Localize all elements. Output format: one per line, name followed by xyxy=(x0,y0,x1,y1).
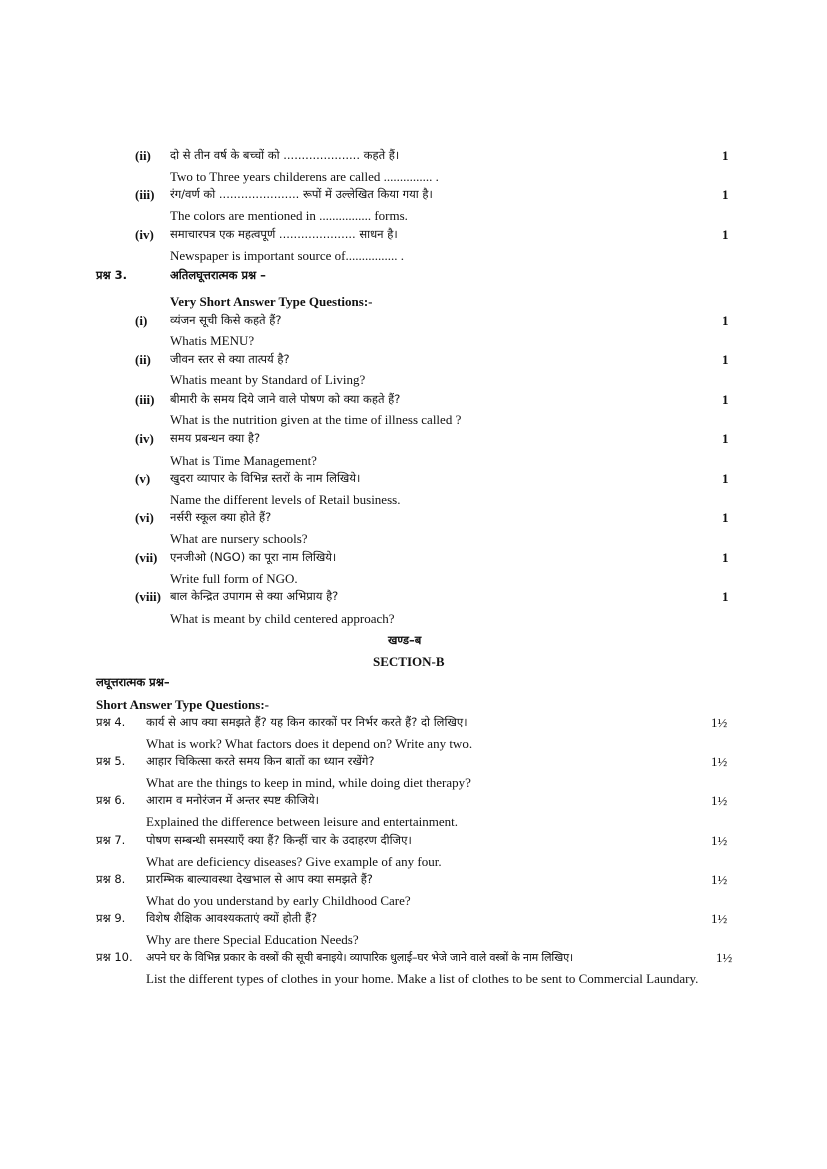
hindi-question: बीमारी के समय दिये जाने वाले पोषण को क्या कहते हैं? xyxy=(170,392,401,406)
english-question: Write full form of NGO. xyxy=(170,571,298,586)
item-number: (iii) xyxy=(135,187,155,202)
item-number: (i) xyxy=(135,313,148,328)
hindi-question: प्रारम्भिक बाल्यावस्था देखभाल से आप क्या समझते हैं? xyxy=(146,872,373,886)
section-title-hindi: खण्ड–ब xyxy=(388,633,422,647)
item-number: (iii) xyxy=(135,392,155,407)
hindi-question: जीवन स्तर से क्या तात्पर्य है? xyxy=(170,352,290,366)
english-question: What is Time Management? xyxy=(170,453,317,468)
question-label: प्रश्न 6. xyxy=(96,793,126,807)
hindi-section-heading: लघूत्तरात्मक प्रश्न– xyxy=(96,675,170,689)
hindi-question: आराम व मनोरंजन में अन्तर स्पष्ट कीजिये। xyxy=(146,793,320,807)
item-number: (iv) xyxy=(135,227,154,242)
hindi-question: नर्सरी स्कूल क्या होते हैं? xyxy=(170,510,272,524)
marks: 1½ xyxy=(711,911,728,926)
item-number: (ii) xyxy=(135,352,151,367)
question-label: प्रश्न 5. xyxy=(96,754,126,768)
item-number: (viii) xyxy=(135,589,161,604)
hindi-question: व्यंजन सूची किसे कहते हैं? xyxy=(170,313,282,327)
marks: 1 xyxy=(722,510,729,525)
item-number: (vi) xyxy=(135,510,154,525)
question-label: प्रश्न 8. xyxy=(96,872,126,886)
hindi-question: समय प्रबन्धन क्या है? xyxy=(170,431,261,445)
english-section-heading: Very Short Answer Type Questions:- xyxy=(170,294,373,309)
marks: 1½ xyxy=(711,872,728,887)
english-question: What is meant by child centered approach? xyxy=(170,611,395,626)
english-question: Two to Three years childerens are called ............... . xyxy=(170,169,439,184)
item-number: (ii) xyxy=(135,148,151,163)
hindi-question: कार्य से आप क्या समझते हैं? यह किन कारकों पर निर्भर करते हैं? दो लिखिए। xyxy=(146,715,468,729)
english-question: What are the things to keep in mind, while doing diet therapy? xyxy=(146,775,471,790)
english-question: What are deficiency diseases? Give example of any four. xyxy=(146,854,442,869)
hindi-question: अपने घर के विभिन्न प्रकार के वस्त्रों की सूची बनाइये। व्यापारिक धुलाई–घर भेजे जाने वाले वस्त्रों के नाम लिखिए। xyxy=(146,951,573,964)
hindi-question: रंग/वर्ण को ...................... रूपों में उल्लेखित किया गया है। xyxy=(170,187,433,201)
marks: 1½ xyxy=(716,950,733,965)
hindi-question: आहार चिकित्सा करते समय किन बातों का ध्यान रखेंगे? xyxy=(146,754,375,768)
hindi-question: समाचारपत्र एक महत्वपूर्ण ..................... साधन है। xyxy=(170,227,398,241)
question-label: प्रश्न 3. xyxy=(96,268,128,282)
marks: 1½ xyxy=(711,793,728,808)
hindi-section-heading: अतिलघूत्तरात्मक प्रश्न – xyxy=(170,268,266,282)
item-number: (v) xyxy=(135,471,151,486)
english-question: Whatis MENU? xyxy=(170,333,255,348)
question-label: प्रश्न 9. xyxy=(96,911,126,925)
marks: 1 xyxy=(722,313,729,328)
marks: 1 xyxy=(722,227,729,242)
marks: 1 xyxy=(722,550,729,565)
hindi-question: पोषण सम्बन्धी समस्याएँ क्या हैं? किन्हीं चार के उदाहरण दीजिए। xyxy=(146,833,412,847)
question-label: प्रश्न 4. xyxy=(96,715,126,729)
hindi-question: एनजीओ (NGO) का पूरा नाम लिखिये। xyxy=(170,550,337,564)
marks: 1 xyxy=(722,148,729,163)
item-number: (vii) xyxy=(135,550,158,565)
english-question: Newspaper is important source of................ . xyxy=(170,248,404,263)
question-label: प्रश्न 7. xyxy=(96,833,126,847)
english-question: What do you understand by early Childhood Care? xyxy=(146,893,411,908)
marks: 1 xyxy=(722,352,729,367)
marks: 1 xyxy=(722,589,729,604)
item-number: (iv) xyxy=(135,431,154,446)
marks: 1 xyxy=(722,392,729,407)
hindi-question: विशेष शैक्षिक आवश्यकताएं क्यों होती हैं? xyxy=(146,911,318,925)
english-question: Name the different levels of Retail business. xyxy=(170,492,401,507)
marks: 1 xyxy=(722,431,729,446)
hindi-question: खुदरा व्यापार के विभिन्न स्तरों के नाम लिखिये। xyxy=(170,471,361,485)
hindi-question: दो से तीन वर्ष के बच्चों को ..................... कहते हैं। xyxy=(170,148,400,162)
english-question: Explained the difference between leisure and entertainment. xyxy=(146,814,458,829)
english-question: Whatis meant by Standard of Living? xyxy=(170,372,366,387)
marks: 1½ xyxy=(711,754,728,769)
english-question: Why are there Special Education Needs? xyxy=(146,932,359,947)
marks: 1½ xyxy=(711,833,728,848)
english-question: List the different types of clothes in your home. Make a list of clothes to be sent to Commercial Laundary. xyxy=(146,971,699,986)
english-question: The colors are mentioned in ................ forms. xyxy=(170,208,408,223)
english-question: What is work? What factors does it depend on? Write any two. xyxy=(146,736,473,751)
question-label: प्रश्न 10. xyxy=(96,950,133,964)
hindi-question: बाल केन्द्रित उपागम से क्या अभिप्राय है? xyxy=(170,589,339,603)
marks: 1 xyxy=(722,187,729,202)
section-title-english: SECTION-B xyxy=(373,654,445,669)
marks: 1½ xyxy=(711,715,728,730)
english-question: What are nursery schools? xyxy=(170,531,308,546)
english-question: What is the nutrition given at the time of illness called ? xyxy=(170,412,462,427)
marks: 1 xyxy=(722,471,729,486)
english-section-heading: Short Answer Type Questions:- xyxy=(96,697,269,712)
